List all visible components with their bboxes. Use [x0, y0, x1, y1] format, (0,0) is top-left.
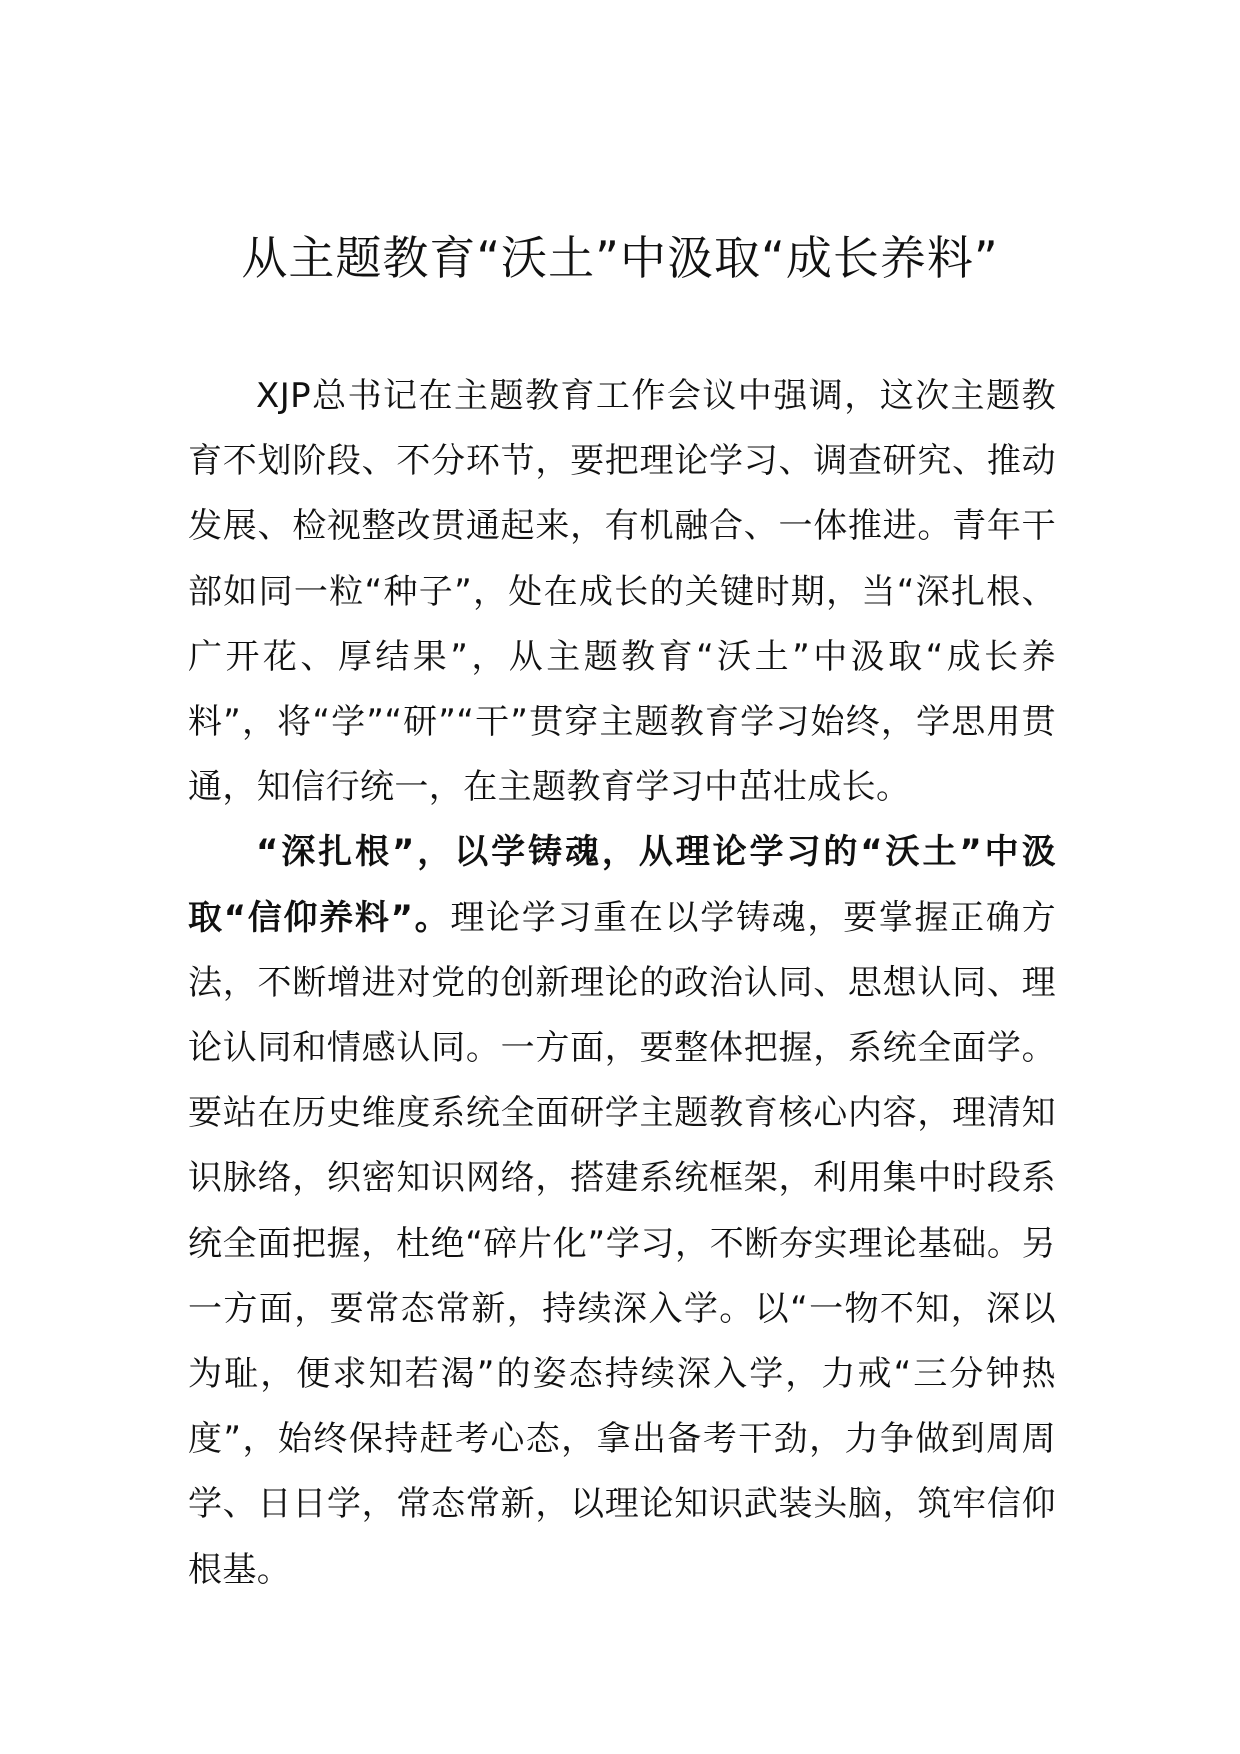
- paragraph-1: [188, 364, 1056, 820]
- document-title: 从主题教育“沃土”中汲取“成长养料”: [241, 231, 999, 285]
- paragraph-2-text: 理论学习重在以学铸魂，要掌握正确方法，不断增进对党的创新理论的政治认同、思想认同、理论认同和情感认同。一方面，要整体把握，系统全面学。要站在历史维度系统全面研学主题教育核心内容，理清知识脉络，织密知识网络，搭建系统框架，利用集中时段系统全面把握，杜绝“碎片化”学习，不断夯实理论基础。另一方面，要常态常新，持续深入学。以“一物不知，深以为耻，便求知若渴”的姿态持续深入学，力戒“三分钟热度”，始终保持赶考心态，拿出备考干劲，力争做到周周学、日日学，常态常新，以理论知识武装头脑，筑牢信仰根基。: [188, 897, 1056, 1590]
- paragraph-2: [188, 820, 1056, 1602]
- document-body: [188, 364, 1056, 1603]
- paragraph-1-text: XJP总书记在主题教育工作会议中强调，这次主题教育不划阶段、不分环节，要把理论学习、调查研究、推动发展、检视整改贯通起来，有机融合、一体推进。青年干部如同一粒“种子”，处在成长的关键时期，当“深扎根、广开花、厚结果”，从主题教育“沃土”中汲取“成长养料”，将“学”“研”“干”贯穿主题教育学习始终，学思用贯通，知信行统一，在主题教育学习中茁壮成长。: [188, 376, 1056, 808]
- paragraph-2-lead: “深扎根”，以学铸魂，从理论学习的“沃土”中汲取“信仰养料”。: [188, 832, 1056, 938]
